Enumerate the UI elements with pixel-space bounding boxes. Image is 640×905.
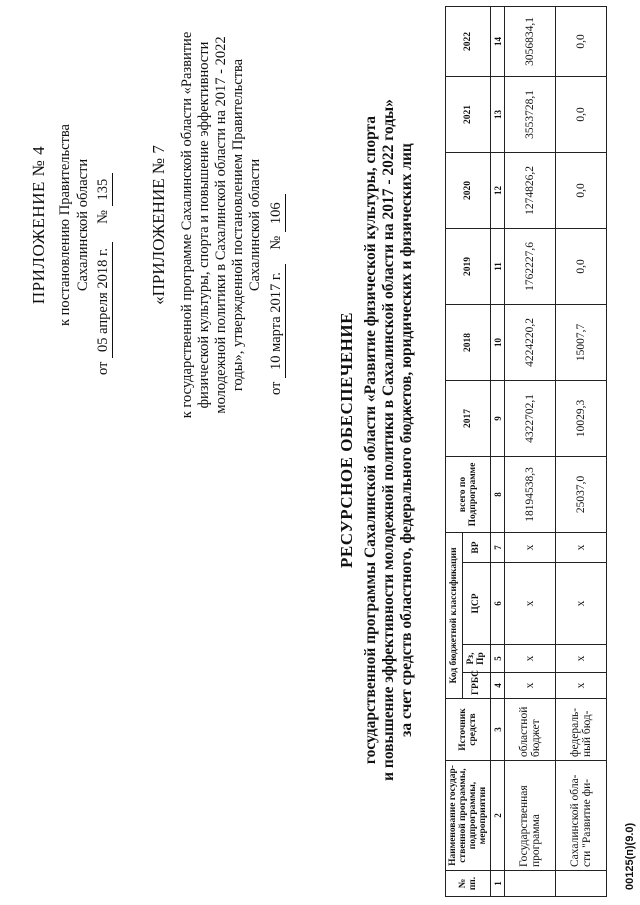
row-vr: х: [556, 532, 607, 562]
column-number: 2: [491, 761, 505, 871]
column-number: 14: [491, 6, 505, 76]
row-total: 25037,0: [556, 456, 607, 532]
document-title-line-3: за счет средств областного, федерального бюджетов, юридических и физических лиц: [398, 143, 415, 737]
column-number-row: [491, 6, 505, 896]
column-number: 12: [491, 152, 505, 228]
header-2017: 2017: [446, 380, 491, 456]
row-source: федераль-ный бюд-: [556, 699, 607, 761]
row-num: [556, 871, 607, 897]
column-number: 1: [491, 871, 505, 897]
appendix-number-prefix: №: [95, 210, 111, 224]
row-2017: 10029,3: [556, 380, 607, 456]
appendix-line-1: к постановлению Правительства: [57, 124, 73, 326]
row-2020: 1274826,2: [505, 152, 556, 228]
funding-table: [445, 6, 607, 897]
appendix-date-prefix: от: [95, 361, 111, 375]
document-title-line-2: и повышение эффективности молодежной политики в Сахалинской области на 2017 - 2022 годы»: [380, 99, 397, 781]
header-2020: 2020: [446, 152, 491, 228]
column-number: 11: [491, 228, 505, 304]
column-number: 9: [491, 380, 505, 456]
column-number: 10: [491, 304, 505, 380]
column-number: 13: [491, 76, 505, 152]
row-vr: х: [505, 532, 556, 562]
table-header-row: [446, 6, 463, 896]
appendix-date-line: [94, 25, 113, 425]
header-budget-code: Код бюджетной классификации: [446, 532, 463, 698]
row-rz-pr: х: [556, 645, 607, 673]
header-2018: 2018: [446, 304, 491, 380]
header-2022: 2022: [446, 6, 491, 76]
row-csr: х: [556, 563, 607, 645]
header-2019: 2019: [446, 228, 491, 304]
row-2022: 0,0: [556, 6, 607, 76]
appendix-7-date-prefix: от: [268, 381, 284, 395]
appendix-header: [30, 25, 113, 425]
table-row: [505, 6, 556, 896]
appendix-7-date-value: 10 марта 2017 г.: [268, 264, 286, 378]
column-number: 5: [491, 645, 505, 673]
row-2020: 0,0: [556, 152, 607, 228]
document-heading: РЕСУРСНОЕ ОБЕСПЕЧЕНИЕ: [337, 312, 356, 568]
appendix-date-value: 05 апреля 2018 г.: [94, 242, 113, 358]
appendix-number-value: 135: [94, 173, 113, 207]
header-rz-pr: Рз, Пр: [462, 645, 490, 673]
row-2019: 0,0: [556, 228, 607, 304]
row-2018: 4224220,2: [505, 304, 556, 380]
row-2022: 3056834,1: [505, 6, 556, 76]
header-num: № пп.: [446, 871, 491, 897]
row-name: Сахалинской обла-сти "Развитие фи-: [556, 761, 607, 871]
row-2018: 15007,7: [556, 304, 607, 380]
document-title-line-1: государственной программы Сахалинской области «Развитие физической культуры, спорта: [362, 115, 379, 765]
document-footer-code: 00125(п)(9.0): [624, 822, 636, 890]
header-name: Наименование государ-ственной программы, подпрограммы, мероприятия: [446, 761, 491, 871]
appendix-7-block: [150, 25, 286, 425]
appendix-7-date-line: [268, 25, 286, 425]
header-vr: ВР: [462, 532, 490, 562]
row-grbs: х: [556, 673, 607, 699]
row-2021: 0,0: [556, 76, 607, 152]
column-number: 8: [491, 456, 505, 532]
row-total: 18194538,3: [505, 456, 556, 532]
column-number: 4: [491, 673, 505, 699]
column-number: 7: [491, 532, 505, 562]
row-rz-pr: х: [505, 645, 556, 673]
header-2021: 2021: [446, 76, 491, 152]
row-source: областной бюджет: [505, 699, 556, 761]
appendix-line-2: Сахалинской области: [75, 158, 91, 292]
column-number: 6: [491, 563, 505, 645]
header-source: Источник средств: [446, 699, 491, 761]
header-total: всего по Подпрограмме: [446, 456, 491, 532]
appendix-7-number-prefix: №: [268, 235, 284, 250]
row-csr: х: [505, 563, 556, 645]
row-2019: 1762227,6: [505, 228, 556, 304]
header-grbs: ГРБС: [462, 673, 490, 699]
appendix-7-number-value: 106: [268, 194, 286, 232]
row-2017: 4322702,1: [505, 380, 556, 456]
header-csr: ЦСР: [462, 563, 490, 645]
appendix-7-title: «ПРИЛОЖЕНИЕ № 7: [149, 145, 168, 305]
row-num: [505, 871, 556, 897]
row-grbs: х: [505, 673, 556, 699]
table-row: [556, 6, 607, 896]
appendix-title: ПРИЛОЖЕНИЕ № 4: [29, 145, 48, 305]
appendix-7-text: к государственной программе Сахалинской области «Развитие физической культуры, спорта и повышение эффективности молодежной политики в Сахалинской области на 2017 - 2022 годы», утвержденной постановлением Правительства Сахалинской области: [179, 31, 263, 419]
document-title: [338, 15, 416, 865]
row-2021: 3553728,1: [505, 76, 556, 152]
column-number: 3: [491, 699, 505, 761]
row-name: Государственная программа: [505, 761, 556, 871]
